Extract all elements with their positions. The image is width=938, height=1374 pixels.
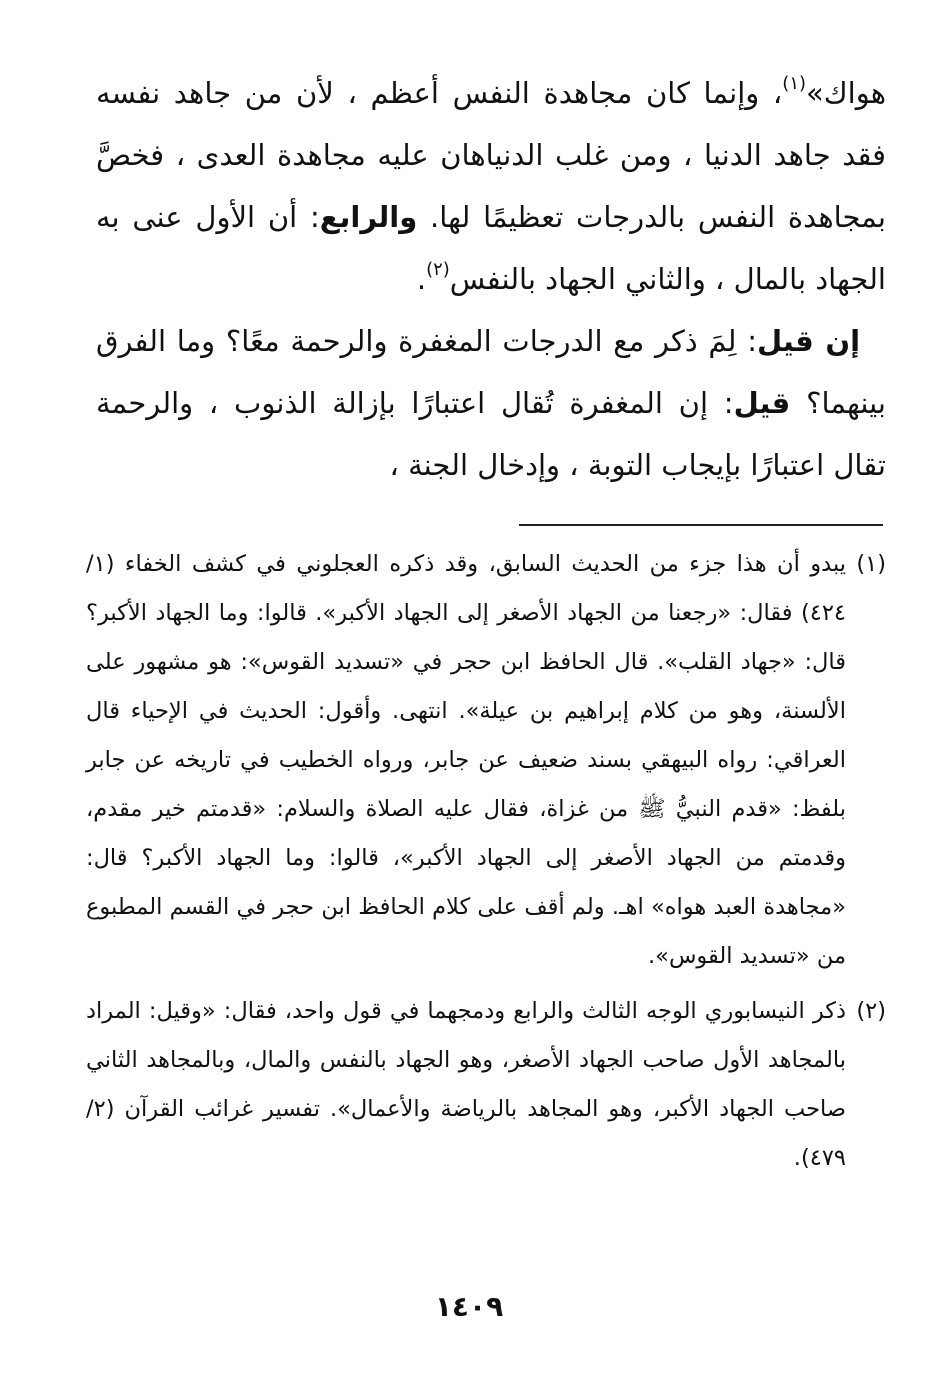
main-text-segment: : لِمَ ذكر مع الدرجات المغفرة والرحمة معًا؟ وما الفرق بينهما؟ xyxy=(96,324,886,420)
main-text-segment: . xyxy=(416,262,427,296)
bold-term-in-qil: إن قيل xyxy=(757,324,861,358)
page-number: ١٤٠٩ xyxy=(434,1290,504,1323)
footnote-2 xyxy=(86,987,886,1183)
footnote-number: (٢) xyxy=(856,998,886,1024)
footnote-1 xyxy=(86,540,886,981)
main-text-segment: : إن المغفرة تُقال اعتبارًا بإزالة الذنوب ، والرحمة تقال اعتبارًا بإيجاب التوبة ، وإدخال الجنة ، xyxy=(96,386,886,482)
footnote-text: ذكر النيسابوري الوجه الثالث والرابع ودمجهما في قول واحد، فقال: «وقيل: المراد بالمجاهد الأول صاحب الجهاد الأصغر، وهو الجهاد بالنفس والمال، وبالمجاهد الثاني صاحب الجهاد الأكبر، وهو المجاهد بالرياضة والأعمال». تفسير غرائب القرآن (٢/ ٤٧٩). xyxy=(86,998,846,1171)
bold-term-qil: قيل xyxy=(733,386,791,420)
main-text-segment: ، وإنما كان مجاهدة النفس أعظم ، لأن من جاهد نفسه فقد جاهد الدنيا ، ومن غلب الدنياهان عليه مجاهدة العدى ، فخصَّ بمجاهدة النفس بالدرجات تعظيمًا لها. xyxy=(96,76,887,234)
main-paragraph-2 xyxy=(96,310,886,496)
footnotes xyxy=(86,540,886,1183)
footnote-text: يبدو أن هذا جزء من الحديث السابق، وقد ذكره العجلوني في كشف الخفاء (١/ ٤٢٤) فقال: «رجعنا من الجهاد الأصغر إلى الجهاد الأكبر». قالوا: وما الجهاد الأكبر؟ قال: «جهاد القلب». قال الحافظ ابن حجر في «تسديد القوس»: هو مشهور على الألسنة، وهو من كلام إبراهيم بن عيلة». انتهى. وأقول: الحديث في الإحياء قال العراقي: رواه البيهقي بسند ضعيف عن جابر، ورواه الخطيب في تاريخه عن جابر بلفظ: «قدم النبيُّ ﷺ من غزاة، فقال عليه الصلاة والسلام: «قدمتم خير مقدم، وقدمتم من الجهاد الأصغر إلى الجهاد الأكبر»، قالوا: وما الجهاد الأكبر؟ قال: «مجاهدة العبد هواه» اهـ. ولم أقف على كلام الحافظ ابن حجر في القسم المطبوع من «تسديد القوس». xyxy=(86,551,846,969)
main-text xyxy=(96,62,886,496)
footnote-ref-2: (٢) xyxy=(426,259,450,280)
main-text-segment: : أن الأول عنى به الجهاد بالمال ، والثاني الجهاد بالنفس xyxy=(96,200,886,296)
footnote-number: (١) xyxy=(856,551,886,577)
footnote-separator xyxy=(519,524,883,526)
bold-term-alrabi: والرابع xyxy=(319,200,418,234)
main-paragraph-1 xyxy=(96,62,886,310)
footnote-ref-1: (١) xyxy=(782,73,807,94)
main-text-segment: هواك» xyxy=(806,76,886,110)
